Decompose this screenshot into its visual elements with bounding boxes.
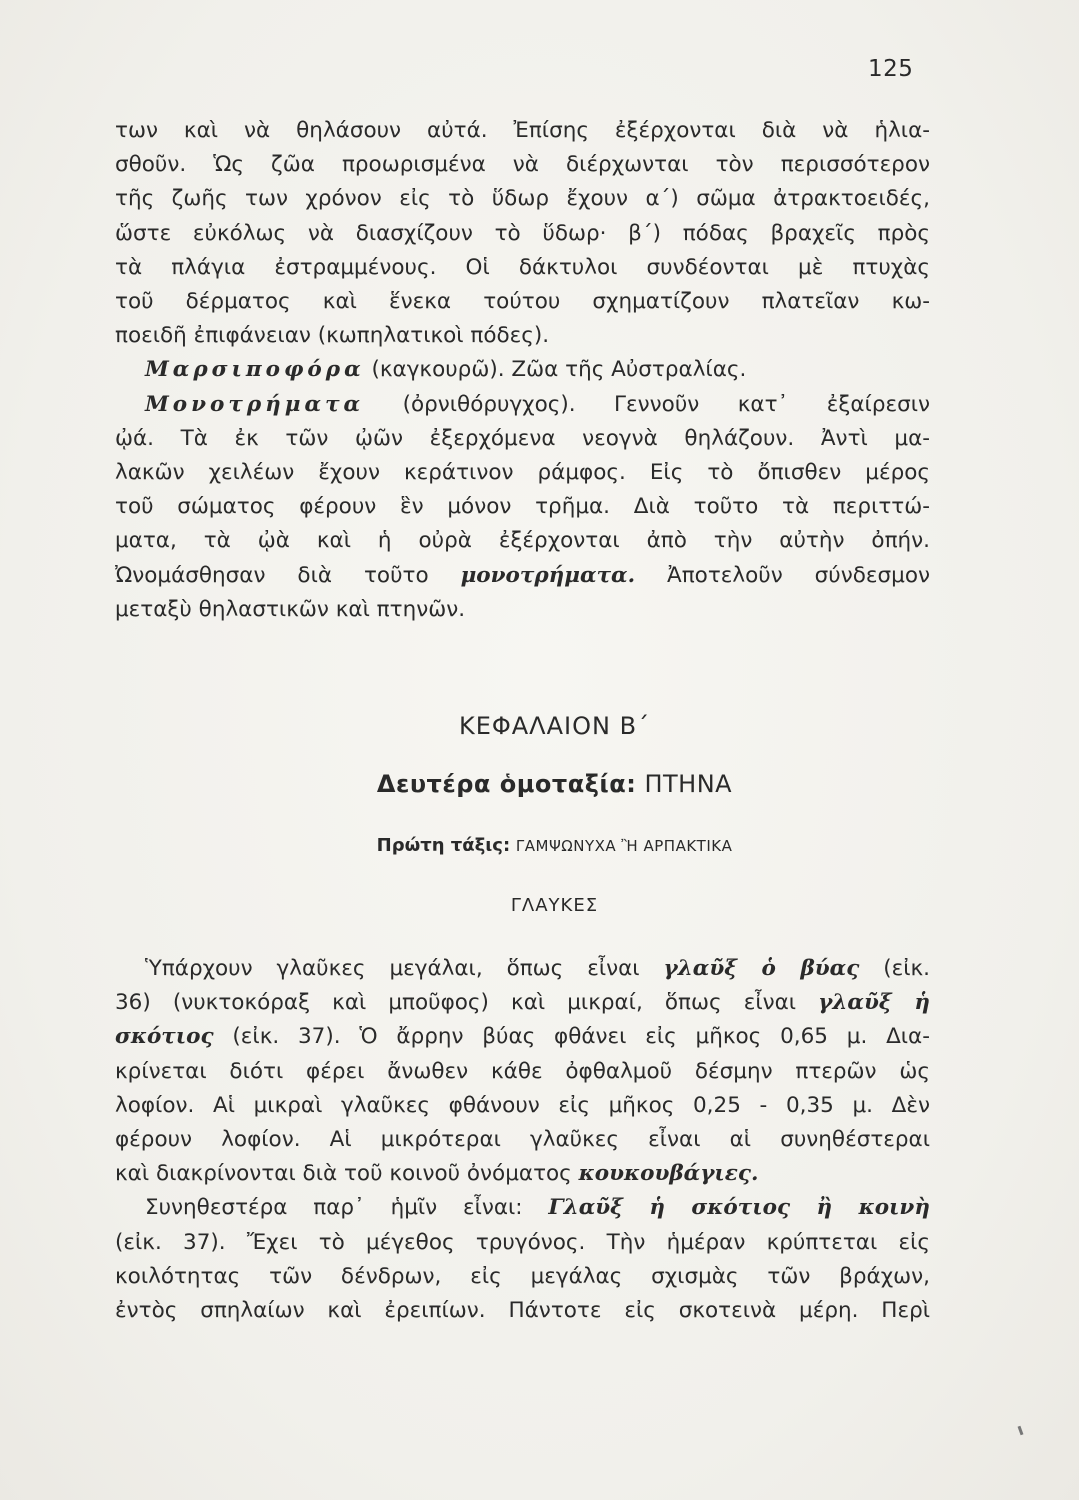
text-line: ὥστε εὐκόλως νὰ διασχίζουν τὸ ὕδωρ· β΄) πόδας βραχεῖς πρὸς — [115, 220, 930, 246]
text-line: (εἰκ. 37). Ἔχει τὸ μέγεθος τρυγόνος. Τὴν ἡμέραν κρύπτεται εἰς — [115, 1229, 930, 1255]
text-line — [115, 1020, 930, 1054]
text-line — [115, 1157, 930, 1191]
text-line: τοῦ σώματος φέρουν ἓν μόνον τρῆμα. Διὰ τοῦτο τὰ περιττώ- — [115, 494, 930, 520]
monotremes-line — [115, 388, 930, 422]
text-line — [115, 986, 930, 1020]
text-line: κρίνεται διότι φέρει ἄνωθεν κάθε ὀφθαλμοῦ δέσμην πτερῶν ὡς — [115, 1058, 930, 1084]
common-name-term: κουκουβάγιες. — [578, 1161, 759, 1187]
text-line: φέρουν λοφίον. Αἱ μικρότεραι γλαῦκες εἶναι αἱ συνηθέστεραι — [115, 1127, 930, 1153]
text-line — [115, 559, 930, 593]
species-term: γλαῦξ ἡ — [818, 990, 930, 1016]
subclass-label: Δευτέρα ὁμοταξία: — [376, 770, 637, 798]
text-line: λοφίον. Αἱ μικραὶ γλαῦκες φθάνουν εἰς μῆκος 0,25 - 0,35 μ. Δὲν — [115, 1092, 930, 1118]
monotremes-term: Μονοτρήματα — [145, 391, 365, 417]
text-line: ἐντὸς σπηλαίων καὶ ἐρειπίων. Πάντοτε εἰς σκοτεινὰ μέρη. Περὶ — [115, 1298, 930, 1324]
owls-paragraph — [115, 952, 930, 1328]
subclass-name: ΠΤΗΝΑ — [644, 770, 733, 798]
family-heading: ΓΛΑΥΚΕΣ — [510, 895, 599, 916]
text-line: των καὶ νὰ θηλάσουν αὐτά. Ἐπίσης ἐξέρχονται διὰ νὰ ἡλια- — [115, 118, 930, 143]
species-term: Γλαῦξ ἡ σκότιος ἢ κοινὴ — [548, 1195, 930, 1221]
order-name: ΓΑΜΨΩΝΥΧΑ Ἢ ΑΡΠΑΚΤΙΚΑ — [515, 837, 733, 855]
species-term: γλαῦξ ὁ βύας — [663, 956, 860, 981]
text-span: (εἰκ. — [859, 956, 931, 981]
order-heading — [0, 835, 1079, 856]
text-line — [115, 1191, 930, 1225]
text-span: Ὑπάρχουν γλαῦκες μεγάλαι, ὅπως εἶναι — [145, 956, 664, 981]
text-line: τὰ πλάγια ἐστραμμένους. Οἱ δάκτυλοι συνδέονται μὲ πτυχὰς — [115, 254, 930, 280]
page-speck — [1018, 1426, 1024, 1435]
marsupials-term: Μαρσιποφόρα — [145, 357, 365, 383]
top-paragraph — [115, 114, 930, 627]
text-line: ποειδῆ ἐπιφάνειαν (κωπηλατικοὶ πόδες). — [115, 323, 550, 349]
monotremes-text: (ὀρνιθόρυγχος). Γεννοῦν κατ᾽ ἐξαίρεσιν — [364, 391, 930, 417]
text-line: λακῶν χειλέων ἔχουν κεράτινον ράμφος. Εἰς τὸ ὄπισθεν μέρος — [115, 460, 930, 486]
text-span: (εἰκ. 37). Ὁ ἄρρην βύας φθάνει εἰς μῆκος 0,65 μ. Δια- — [213, 1024, 930, 1050]
text-line — [115, 952, 930, 986]
page-number: 125 — [868, 56, 914, 82]
species-term: σκότιος — [115, 1024, 214, 1050]
text-span: καὶ διακρίνονται διὰ τοῦ κοινοῦ ὀνόματος — [115, 1161, 579, 1187]
text-span: Συνηθεστέρα παρ᾽ ἡμῖν εἶναι: — [145, 1195, 549, 1221]
text-line: κοιλότητας τῶν δένδρων, εἰς μεγάλας σχισμὰς τῶν βράχων, — [115, 1263, 930, 1289]
text-line: μεταξὺ θηλαστικῶν καὶ πτηνῶν. — [115, 596, 466, 622]
named-suffix: Ἀποτελοῦν σύνδεσμον — [635, 562, 930, 588]
marsupials-text: (καγκουρῶ). Ζῶα τῆς Αὐστραλίας. — [364, 357, 747, 383]
named-term: μονοτρήματα. — [460, 562, 636, 588]
text-line: τῆς ζωῆς των χρόνον εἰς τὸ ὕδωρ ἔχουν α΄) σῶμα ἀτρακτοειδές, — [115, 186, 930, 212]
text-span: 36) (νυκτοκόραξ καὶ μποῦφος) καὶ μικραί, ὅπως εἶναι — [115, 990, 819, 1016]
order-label: Πρώτη τάξις: — [376, 835, 511, 856]
named-prefix: Ὠνομάσθησαν διὰ τοῦτο — [115, 562, 461, 588]
chapter-heading: ΚΕΦΑΛΑΙΟΝ Β΄ — [458, 712, 651, 740]
text-line: ᾠά. Τὰ ἐκ τῶν ᾠῶν ἐξερχόμενα νεογνὰ θηλάζουν. Ἀντὶ μα- — [115, 425, 930, 451]
marsupials-line — [115, 353, 930, 387]
text-line: τοῦ δέρματος καὶ ἕνεκα τούτου σχηματίζουν πλατεῖαν κω- — [115, 289, 930, 315]
subclass-heading — [0, 770, 1079, 798]
text-line: σθοῦν. Ὡς ζῶα προωρισμένα νὰ διέρχωνται τὸν περισσότερον — [115, 152, 930, 178]
text-line: ματα, τὰ ᾠὰ καὶ ἡ οὐρὰ ἐξέρχονται ἀπὸ τὴν αὐτὴν ὀπήν. — [115, 528, 930, 554]
